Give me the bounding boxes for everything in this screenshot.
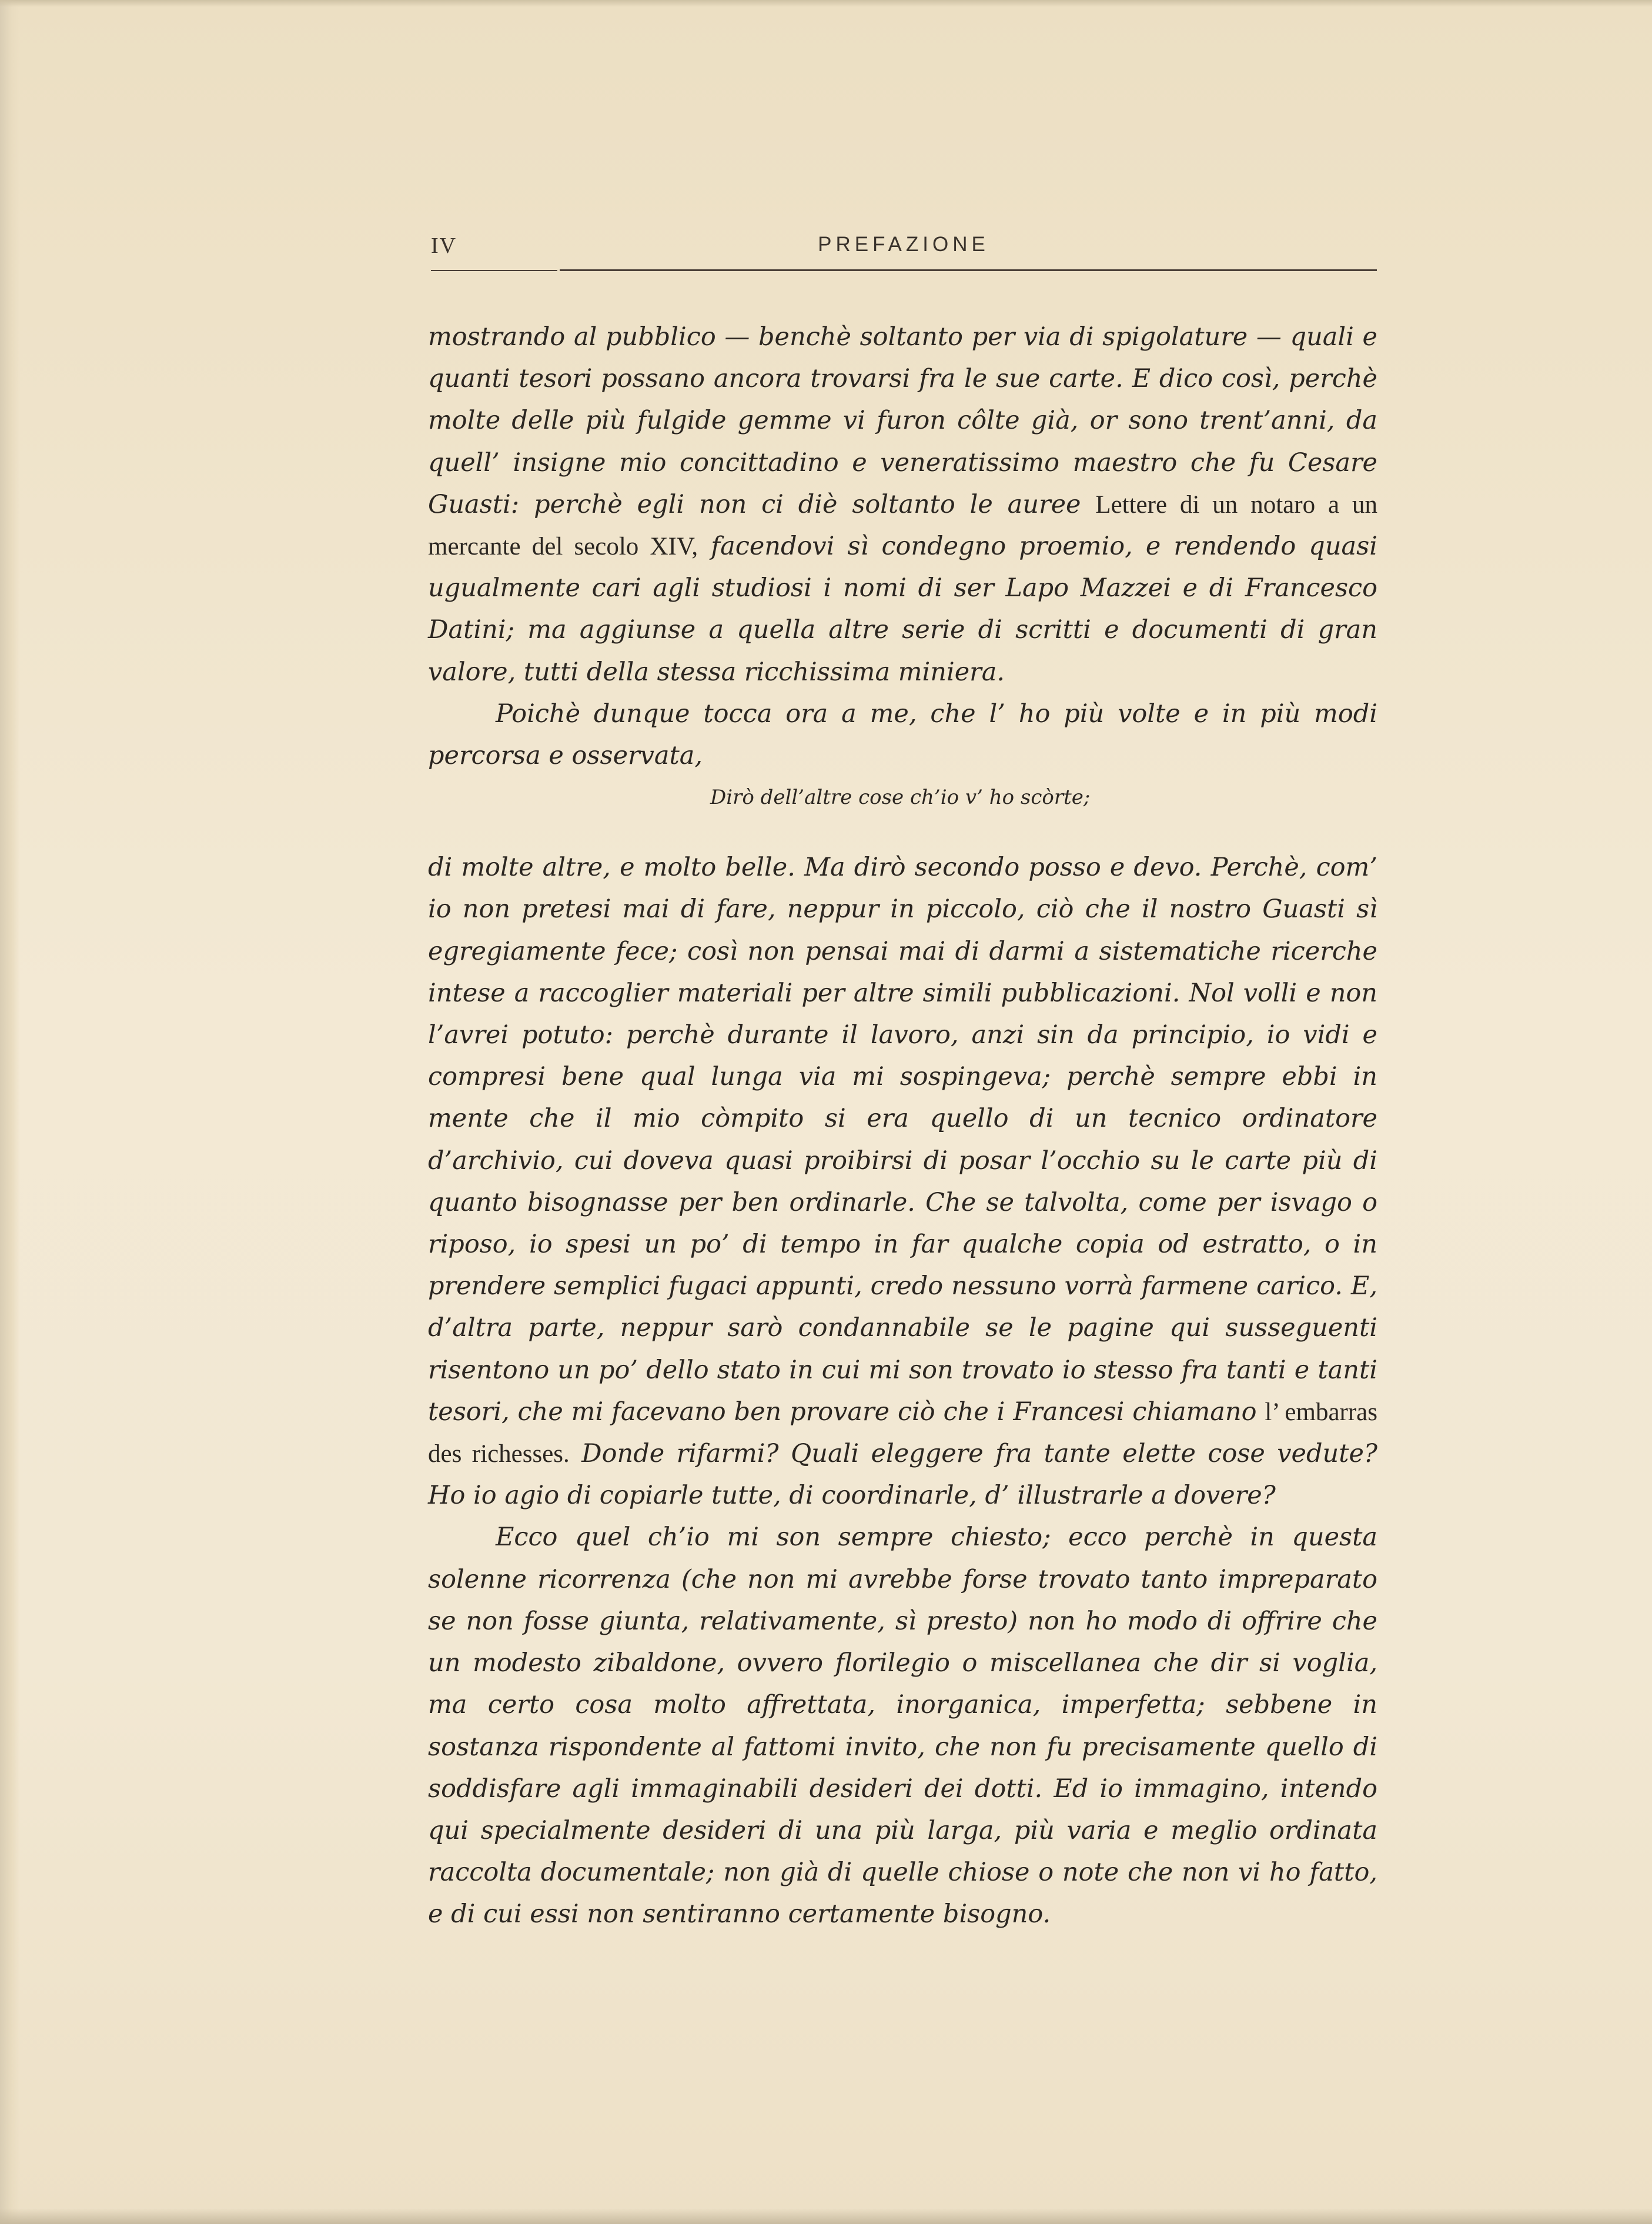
running-title: PREFAZIONE (818, 233, 989, 256)
header-rule-right (560, 269, 1377, 271)
verse-quotation: Dirò dell’altre cose ch’io v’ ho scòrte; (710, 786, 1091, 810)
body-text (428, 316, 1377, 1936)
verse-spacing (428, 819, 1377, 847)
header-rule-left (431, 270, 557, 271)
paragraph-1-text-continued: facendovi sì condegno proemio, e rendendo quasi ugualmente cari agli studiosi i nomi di ser Lapo Mazzei e di Francesco Datini; ma aggiunse a quella altre serie di scritti e documenti di gran valore, tutti della stessa ricchissima miniera. (428, 532, 1377, 687)
french-phrase-roman: l’ embarras des richesses. (428, 1398, 1377, 1468)
page-bottom-edge (0, 2208, 1652, 2224)
paragraph-3-text-continued: Donde rifarmi? Quali eleggere fra tante elette cose vedute? Ho io agio di copiarle tutte, di coordinarle, d’ illustrarle a dovere? (428, 1439, 1377, 1511)
paragraph-4: Ecco quel ch’io mi son sempre chiesto; ecco perchè in questa solenne ricorrenza (che non mi avrebbe forse trovato tanto impreparato se non fosse giunta, relativamente, sì presto) non ho modo di offrire che un modesto zibaldone, ovvero florilegio o miscellanea che dir si voglia, ma certo cosa molto affrettata, inorganica, imperfetta; sebbene in sostanza rispondente al fattomi invito, che non fu precisamente quello di soddisfare agli immaginabili desideri dei dotti. Ed io immagino, intendo qui specialmente desideri di una più larga, più varia e meglio ordinata raccolta documentale; non già di quelle chiose o note che non vi ho fatto, e di cui essi non sentiranno certamente bisogno. (428, 1522, 1377, 1929)
book-title-roman: Lettere di un notaro a un mercante del secolo XIV, (428, 490, 1377, 561)
page-number: IV (431, 233, 457, 258)
page-left-edge-shadow (0, 0, 20, 2224)
paragraph-1 (428, 316, 1377, 693)
paragraph-3 (428, 847, 1377, 1517)
page-top-edge (0, 0, 1652, 7)
paragraph-3-text: di molte altre, e molto belle. Ma dirò secondo posso e devo. Perchè, com’ io non pretesi mai di fare, neppur in piccolo, ciò che il nostro Guasti sì egregiamente fece; così non pensai mai di darmi a sistematiche ricerche intese a raccoglier materiali per altre simili pubblicazioni. Nol volli e non l’avrei potuto: perchè durante il lavoro, anzi sin da principio, io vidi e compresi bene qual lunga via mi sospingeva; perchè sempre ebbi in mente che il mio còmpito si era quello di un tecnico ordinatore d’archivio, cui doveva quasi proibirsi di posar l’occhio su le carte più di quanto bisognasse per ben ordinarle. Che se talvolta, come per isvago o riposo, io spesi un po’ di tempo in far qualche copia od estratto, o in prendere semplici fugaci appunti, credo nessuno vorrà farmene carico. E, d’altra parte, neppur sarò condannabile se le pagine qui susseguenti risentono un po’ dello stato in cui mi son trovato io stesso fra tanti e tanti tesori, che mi facevano ben provare ciò che i Francesi chiamano (428, 853, 1377, 1427)
paragraph-2: Poichè dunque tocca ora a me, che l’ ho più volte e in più modi percorsa e osservata, (428, 699, 1377, 771)
paragraph-1-text: mostrando al pubblico — benchè soltanto per via di spigolature — quali e quanti tesori possano ancora trovarsi fra le sue carte. E dico così, perchè molte delle più fulgide gemme vi furon côlte già, or sono trent’anni, da quell’ insigne mio concittadino e veneratissimo maestro che fu Cesare Guasti: perchè egli non ci diè soltanto le auree (428, 322, 1377, 519)
running-header (431, 228, 1376, 263)
